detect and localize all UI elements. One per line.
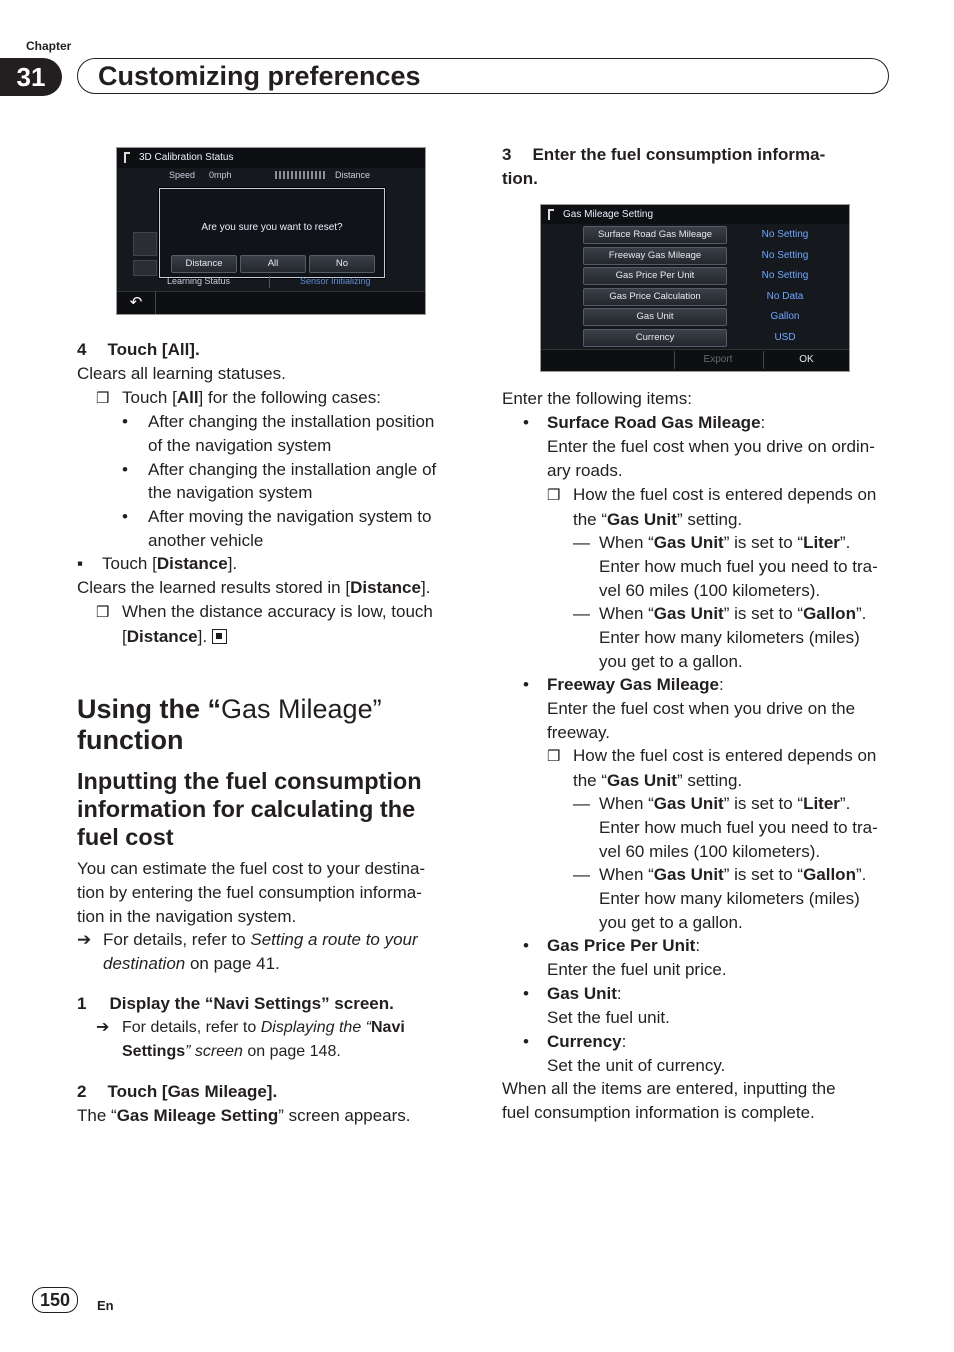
step-1: 1 Display the “Navi Settings” screen. xyxy=(77,994,394,1013)
screen-title: 3D Calibration Status xyxy=(139,152,234,163)
language-code: En xyxy=(97,1298,114,1313)
intro-paragraph: You can estimate the fuel cost to your destina- tion by entering the fuel consumption informa- tion in the navigation system. xyxy=(77,859,426,926)
gas-calculation-row-button[interactable]: Gas Price Calculation xyxy=(583,288,727,306)
note-distance: ❒ When the distance accuracy is low, touch [Distance]. xyxy=(96,602,433,646)
step-3: 3 Enter the fuel consumption informa- tion. xyxy=(502,145,826,188)
speed-meter-icon xyxy=(275,171,327,179)
step-2-description: The “Gas Mileage Setting” screen appears. xyxy=(77,1106,411,1125)
bullet-list xyxy=(122,410,436,553)
note-touch-all: ❒ Touch [All] for the following cases: xyxy=(96,386,381,411)
screen-title: Gas Mileage Setting xyxy=(563,209,654,220)
bullet-icon: • xyxy=(523,413,529,432)
checkbox-icon: ❒ xyxy=(96,390,110,407)
bullet-icon: • xyxy=(523,675,529,694)
all-button[interactable]: All xyxy=(240,255,306,273)
surface-road-note: ❒ How the fuel cost is entered depends on the “Gas Unit” setting. xyxy=(547,485,877,529)
dash-icon: — xyxy=(573,604,590,624)
list-item: the navigation system xyxy=(148,483,313,503)
currency-value: USD xyxy=(774,332,796,343)
step-1-reference: ➔ For details, refer to Displaying the “Navi Settings” screen on page 148. xyxy=(96,1016,405,1064)
page-number: 150 xyxy=(32,1287,78,1313)
step-4: 4 Touch [All]. xyxy=(77,340,200,359)
chapter-number: 31 xyxy=(0,58,62,96)
bullet-icon: • xyxy=(523,1032,529,1051)
step-4-description: Clears all learning statuses. xyxy=(77,364,286,383)
currency-item: • Currency: Set the unit of currency. xyxy=(523,1032,726,1075)
list-item: • After changing the installation position xyxy=(122,410,436,434)
sensor-status: Sensor Initializing xyxy=(300,276,371,286)
reset-dialog xyxy=(159,188,385,278)
distance-button[interactable]: Distance xyxy=(171,255,237,273)
arrow-icon: ➔ xyxy=(77,930,92,949)
gas-unit-row-button[interactable]: Gas Unit xyxy=(583,308,727,326)
bullet-icon: • xyxy=(523,984,529,1003)
freeway-value: No Setting xyxy=(761,250,809,261)
dash-icon: — xyxy=(573,533,590,552)
bullet-icon: • xyxy=(122,507,128,527)
speed-label: Speed xyxy=(169,170,196,180)
back-arrow-icon[interactable]: ↶ xyxy=(117,291,156,314)
gas-price-value: No Setting xyxy=(761,270,809,281)
touch-distance-item: ▪ Touch [Distance]. xyxy=(77,552,237,576)
gas-price-item: • Gas Price Per Unit: Enter the fuel unit price. xyxy=(523,936,727,979)
list-item: another vehicle xyxy=(148,530,264,550)
items-intro: Enter the following items: xyxy=(502,389,692,408)
section-heading: Using the “Gas Mileage” function xyxy=(77,694,382,755)
bullet-icon: • xyxy=(122,412,128,431)
surface-road-item: • Surface Road Gas Mileage: Enter the fuel cost when you drive on ordin- ary roads. xyxy=(523,413,875,480)
export-button[interactable]: Export xyxy=(703,354,733,365)
surface-road-value: No Setting xyxy=(761,229,809,240)
checkbox-icon: ❒ xyxy=(547,487,561,504)
gas-calculation-value: No Data xyxy=(766,291,804,302)
bullet-icon: • xyxy=(523,936,529,955)
no-button[interactable]: No xyxy=(309,255,375,273)
app-logo-icon xyxy=(548,209,554,220)
calibration-screenshot xyxy=(116,147,426,315)
gas-mileage-screenshot xyxy=(540,204,850,372)
dash-icon: — xyxy=(573,794,590,813)
distance-label: Distance xyxy=(335,170,371,180)
gas-price-row-button[interactable]: Gas Price Per Unit xyxy=(583,267,727,285)
end-mark-icon xyxy=(212,629,227,644)
square-bullet-icon: ▪ xyxy=(77,554,84,573)
speed-value: 0mph xyxy=(209,170,232,180)
freeway-note: ❒ How the fuel cost is entered depends on the “Gas Unit” setting. xyxy=(547,746,877,790)
learning-status-label: Learning Status xyxy=(167,276,231,286)
currency-row-button[interactable]: Currency xyxy=(583,329,727,347)
surface-road-row-button[interactable]: Surface Road Gas Mileage xyxy=(583,226,727,244)
bullet-icon: • xyxy=(122,459,128,479)
dialog-message: Are you sure you want to reset? xyxy=(201,222,343,233)
surface-road-units: — When “Gas Unit” is set to “Liter”. Enter how much fuel you need to tra- vel 60 miles (100 kilometers). — When “Gas Unit” is set to “Gallon”. Enter how many kilometers (miles) you get to a gallon. xyxy=(573,533,878,671)
subsection-heading: Inputting the fuel consumption information for calculating the fuel cost xyxy=(77,768,422,850)
arrow-icon: ➔ xyxy=(96,1019,110,1036)
checkbox-icon: ❒ xyxy=(547,748,561,765)
gas-unit-value: Gallon xyxy=(770,311,800,322)
gas-unit-item: • Gas Unit: Set the fuel unit. xyxy=(523,984,670,1027)
clears-distance-text: Clears the learned results stored in [Distance]. xyxy=(77,578,431,597)
reference-setting-route: ➔ For details, refer to Setting a route to your destination on page 41. xyxy=(77,930,418,973)
chapter-label: Chapter xyxy=(26,39,72,53)
ok-button[interactable]: OK xyxy=(799,354,814,365)
freeway-units: — When “Gas Unit” is set to “Liter”. Enter how much fuel you need to tra- vel 60 miles (100 kilometers). — When “Gas Unit” is set to “Gallon”. Enter how many kilometers (miles) you get to a gallon. xyxy=(573,794,878,932)
freeway-row-button[interactable]: Freeway Gas Mileage xyxy=(583,247,727,265)
freeway-item: • Freeway Gas Mileage: Enter the fuel cost when you drive on the freeway. xyxy=(523,675,856,742)
checkbox-icon: ❒ xyxy=(96,604,110,621)
list-item: of the navigation system xyxy=(148,435,332,455)
app-logo-icon xyxy=(124,152,130,163)
list-item: • After moving the navigation system to xyxy=(122,505,436,529)
dash-icon: — xyxy=(573,865,590,885)
chapter-title: Customizing preferences xyxy=(98,61,421,91)
completion-paragraph: When all the items are entered, inputting the fuel consumption information is complete. xyxy=(502,1079,836,1122)
step-2: 2 Touch [Gas Mileage]. xyxy=(77,1082,278,1101)
list-item: • After changing the installation angle of xyxy=(122,458,436,482)
